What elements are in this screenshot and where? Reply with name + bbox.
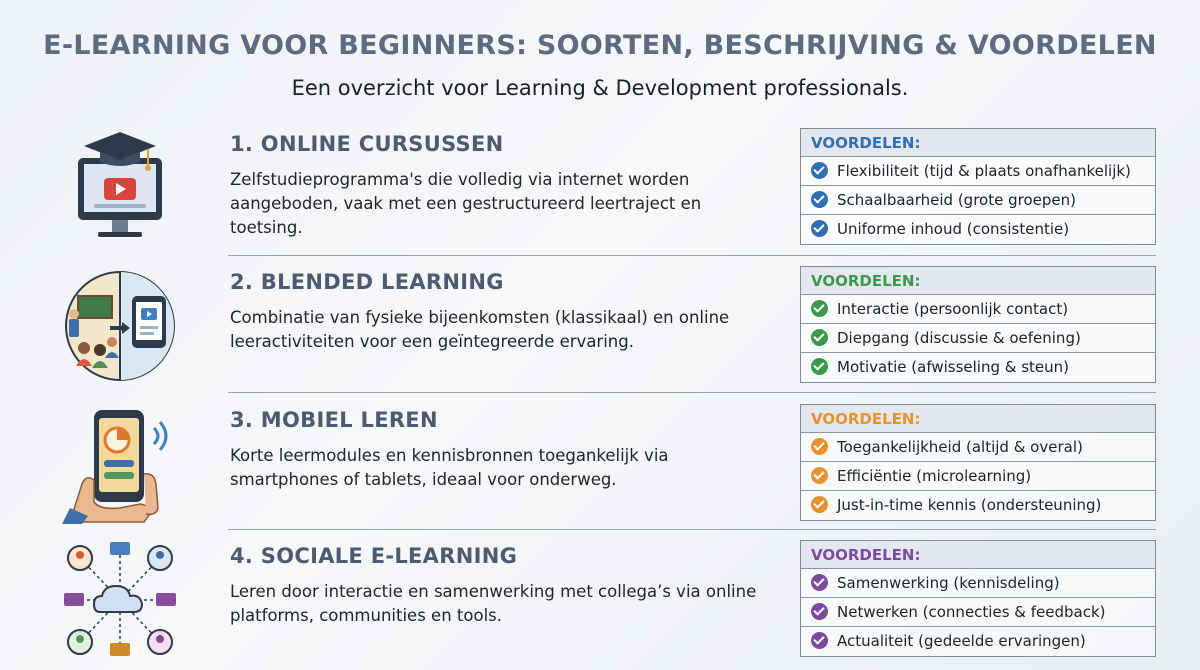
section-heading: 3. MOBIEL LEREN bbox=[230, 408, 438, 432]
benefit-item bbox=[801, 491, 1155, 520]
section-description: Leren door interactie en samenwerking met collega’s via online platforms, communities en tools. bbox=[230, 582, 757, 625]
benefit-item bbox=[801, 157, 1155, 186]
benefit-item bbox=[801, 324, 1155, 353]
check-icon bbox=[811, 358, 828, 375]
benefit-item bbox=[801, 569, 1155, 598]
section-mobile-learning bbox=[40, 400, 1160, 528]
benefit-item bbox=[801, 353, 1155, 382]
benefit-text: Flexibiliteit (tijd & plaats onafhankelijk) bbox=[837, 162, 1131, 180]
page-subtitle: Een overzicht voor Learning & Development professionals. bbox=[291, 76, 909, 100]
section-divider bbox=[228, 529, 1156, 530]
section-heading: 2. BLENDED LEARNING bbox=[230, 270, 504, 294]
section-social-elearning bbox=[40, 536, 1160, 664]
check-icon bbox=[811, 438, 828, 455]
benefit-item bbox=[801, 627, 1155, 656]
benefits-box bbox=[800, 540, 1156, 657]
benefit-text: Toegankelijkheid (altijd & overal) bbox=[837, 438, 1083, 456]
benefit-text: Motivatie (afwisseling & steun) bbox=[837, 358, 1070, 376]
benefit-item bbox=[801, 295, 1155, 324]
section-description: Korte leermodules en kennisbronnen toegankelijk via smartphones of tablets, ideaal voor onderweg. bbox=[230, 446, 669, 489]
check-icon bbox=[811, 191, 828, 208]
benefit-item bbox=[801, 462, 1155, 491]
check-icon bbox=[811, 329, 828, 346]
benefit-text: Netwerken (connecties & feedback) bbox=[837, 603, 1106, 621]
check-icon bbox=[811, 603, 828, 620]
benefits-label: VOORDELEN: bbox=[801, 267, 1155, 295]
classroom-tablet-icon bbox=[60, 266, 180, 386]
smartphone-hand-icon bbox=[60, 404, 180, 524]
check-icon bbox=[811, 300, 828, 317]
benefit-text: Actualiteit (gedeelde ervaringen) bbox=[837, 632, 1086, 650]
benefits-label: VOORDELEN: bbox=[801, 541, 1155, 569]
check-icon bbox=[811, 220, 828, 237]
benefits-label: VOORDELEN: bbox=[801, 405, 1155, 433]
benefit-text: Uniforme inhoud (consistentie) bbox=[837, 220, 1070, 238]
benefit-text: Diepgang (discussie & oefening) bbox=[837, 329, 1081, 347]
section-description: Zelfstudieprogramma's die volledig via internet worden aangeboden, vaak met een gestructureerd leertraject en toetsing. bbox=[230, 170, 702, 237]
section-divider bbox=[228, 255, 1156, 256]
check-icon bbox=[811, 632, 828, 649]
section-heading: 1. ONLINE CURSUSSEN bbox=[230, 132, 504, 156]
check-icon bbox=[811, 162, 828, 179]
section-divider bbox=[228, 392, 1156, 393]
benefit-item bbox=[801, 598, 1155, 627]
benefit-text: Schaalbaarheid (grote groepen) bbox=[837, 191, 1076, 209]
network-cloud-icon bbox=[60, 540, 180, 660]
check-icon bbox=[811, 496, 828, 513]
benefits-box bbox=[800, 128, 1156, 245]
section-heading: 4. SOCIALE E-LEARNING bbox=[230, 544, 518, 568]
section-blended-learning bbox=[40, 262, 1160, 390]
benefit-text: Just-in-time kennis (ondersteuning) bbox=[837, 496, 1102, 514]
benefits-label: VOORDELEN: bbox=[801, 129, 1155, 157]
monitor-graduation-cap-icon bbox=[60, 128, 180, 248]
benefits-box bbox=[800, 266, 1156, 383]
benefits-box bbox=[800, 404, 1156, 521]
benefit-item bbox=[801, 433, 1155, 462]
check-icon bbox=[811, 574, 828, 591]
page-title: E-LEARNING VOOR BEGINNERS: SOORTEN, BESCHRIJVING & VOORDELEN bbox=[43, 30, 1157, 61]
section-description: Combinatie van fysieke bijeenkomsten (klassikaal) en online leeractiviteiten voor een geïntegreerde ervaring. bbox=[230, 308, 730, 351]
benefit-item bbox=[801, 215, 1155, 244]
section-online-courses bbox=[40, 124, 1160, 252]
check-icon bbox=[811, 467, 828, 484]
benefit-text: Interactie (persoonlijk contact) bbox=[837, 300, 1069, 318]
benefit-text: Samenwerking (kennisdeling) bbox=[837, 574, 1060, 592]
benefit-text: Efficiëntie (microlearning) bbox=[837, 467, 1032, 485]
benefit-item bbox=[801, 186, 1155, 215]
